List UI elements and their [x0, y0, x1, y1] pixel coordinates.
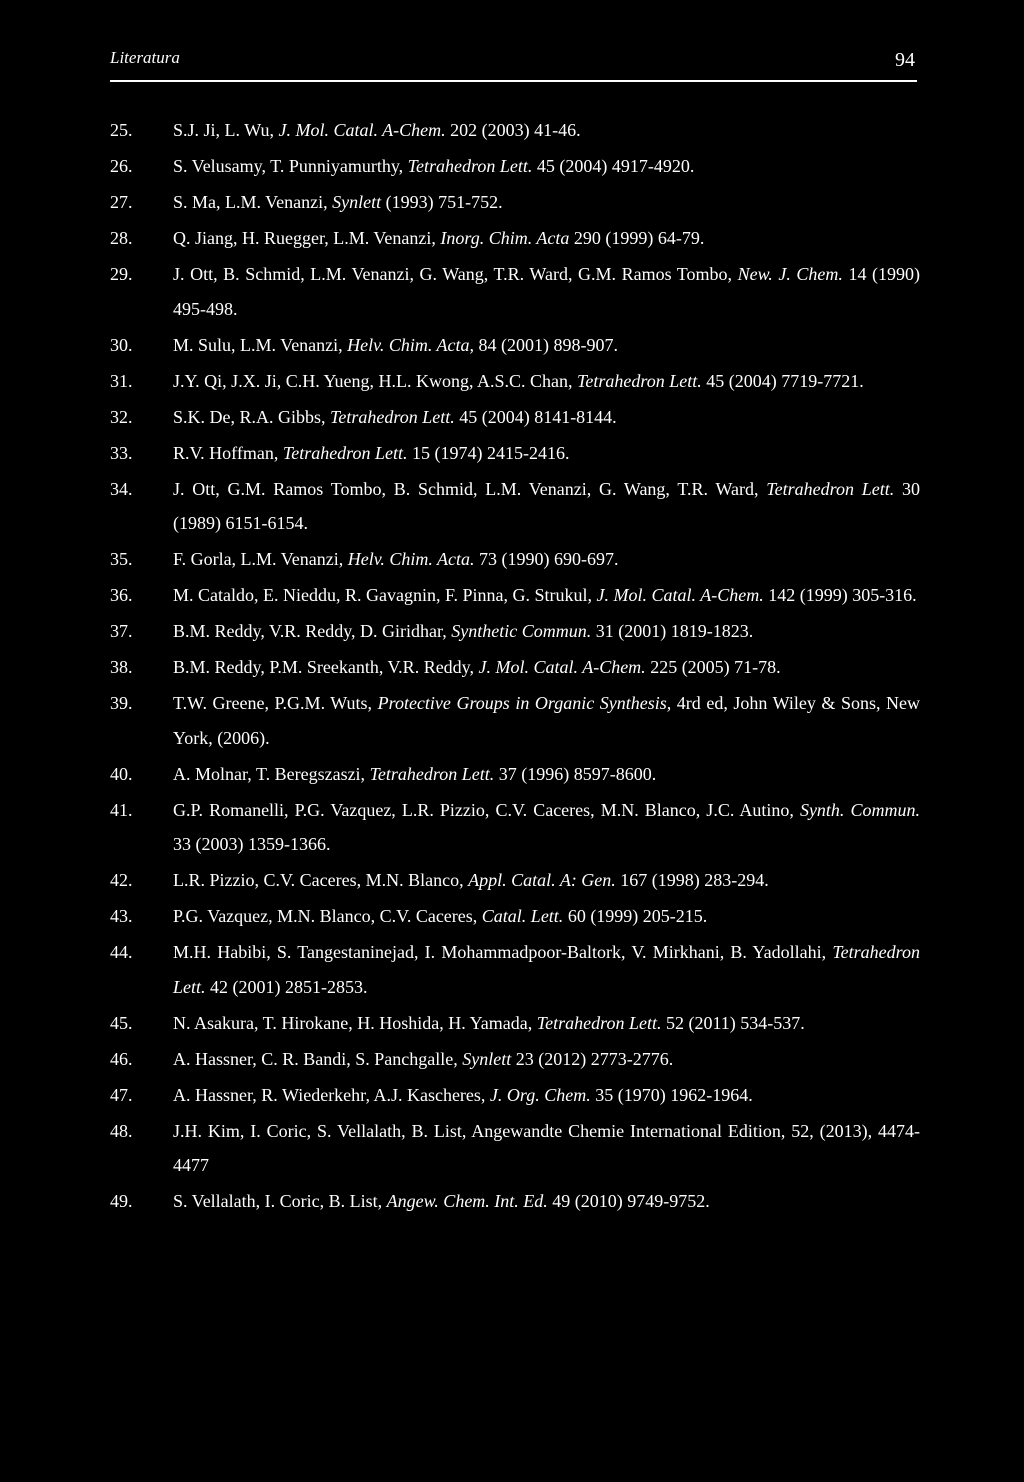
reference-text [173, 192, 503, 212]
reference-item [110, 221, 920, 256]
reference-segment: J.H. Kim, I. Coric, S. Vellalath, B. List, Angewandte Chemie International Edition, 52, (2013), 4474-4477 [173, 1120, 920, 1175]
reference-segment: 73 (1990) 690-697. [474, 549, 619, 569]
reference-number: 49. [110, 1191, 133, 1211]
reference-segment: 37 (1996) 8597-8600. [494, 763, 657, 784]
running-header-title: Literatura [110, 48, 180, 67]
reference-segment: 14 (1990) 495-498. [173, 264, 925, 319]
reference-text [173, 1085, 753, 1105]
reference-journal: Catal. Lett. [481, 906, 564, 926]
reference-item [110, 1078, 920, 1113]
reference-number: 35. [110, 549, 133, 569]
reference-number: 42. [110, 870, 133, 890]
reference-journal: New. J. Chem. [737, 264, 843, 284]
reference-item [110, 542, 920, 577]
reference-segment: 202 (2003) 41-46. [445, 120, 581, 140]
reference-item [110, 1114, 920, 1183]
reference-segment: 33 (2003) 1359-1366. [173, 799, 925, 854]
reference-journal: Tetrahedron Lett. [330, 406, 455, 427]
reference-item [110, 686, 924, 755]
reference-number: 32. [110, 406, 133, 427]
reference-item [110, 757, 920, 792]
reference-segment: J.Y. Qi, J.X. Ji, C.H. Yueng, H.L. Kwong, A.S.C. Chan, [173, 370, 578, 391]
reference-text [173, 443, 570, 463]
reference-segment: A. Hassner, C. R. Bandi, S. Panchgalle, [173, 1048, 463, 1069]
reference-segment: A. Hassner, R. Wiederkehr, A.J. Kascheres, [173, 1084, 490, 1105]
page-number: 94 [895, 49, 915, 71]
reference-number: 34. [110, 478, 133, 499]
reference-segment: M. Cataldo, E. Nieddu, R. Gavagnin, F. Pinna, G. Strukul, [173, 585, 597, 605]
page-header [110, 44, 917, 82]
reference-journal: J. Org. Chem. [489, 1084, 591, 1105]
reference-segment: 60 (1999) 205-215. [563, 906, 708, 926]
reference-journal: Tetrahedron Lett. [577, 370, 702, 391]
reference-text [173, 156, 694, 176]
reference-journal: Helv. Chim. Acta, [347, 334, 474, 355]
reference-journal: J. Mol. Catal. A-Chem. [596, 585, 764, 605]
reference-segment: 45 (2004) 8141-8144. [454, 406, 617, 427]
reference-journal: Appl. Catal. A: Gen. [468, 870, 616, 890]
reference-number: 39. [110, 693, 133, 713]
reference-segment: B.M. Reddy, P.M. Sreekanth, V.R. Reddy, [173, 657, 479, 677]
reference-text [173, 942, 925, 997]
reference-item [110, 113, 920, 148]
reference-text [173, 764, 656, 784]
reference-segment: 142 (1999) 305-316. [763, 585, 917, 605]
reference-segment: (1993) 751-752. [381, 192, 503, 212]
reference-item [110, 793, 925, 862]
reference-number: 41. [110, 799, 133, 820]
reference-text [173, 621, 753, 641]
reference-text [173, 264, 925, 319]
reference-number: 47. [110, 1084, 133, 1105]
reference-number: 28. [110, 228, 133, 248]
reference-text [173, 585, 917, 605]
reference-number: 44. [110, 942, 133, 962]
reference-segment: S. Ma, L.M. Venanzi, [173, 192, 333, 212]
reference-journal: Inorg. Chim. Acta [440, 228, 570, 248]
reference-segment: 290 (1999) 64-79. [569, 228, 705, 248]
reference-segment: 49 (2010) 9749-9752. [547, 1191, 710, 1211]
reference-segment: 84 (2001) 898-907. [473, 334, 618, 355]
reference-number: 30. [110, 334, 133, 355]
reference-text [173, 371, 864, 391]
reference-journal: Synth. Commun. [799, 799, 920, 820]
reference-text [173, 407, 617, 427]
reference-item [110, 650, 920, 685]
reference-number: 38. [110, 657, 133, 677]
reference-segment: 225 (2005) 71-78. [645, 657, 781, 677]
reference-journal: Tetrahedron Lett. [766, 478, 895, 499]
reference-text [173, 120, 581, 140]
reference-number: 37. [110, 621, 133, 641]
reference-list [110, 113, 925, 1220]
reference-journal: Tetrahedron Lett. [369, 763, 495, 784]
reference-segment: G.P. Romanelli, P.G. Vazquez, L.R. Pizzio, C.V. Caceres, M.N. Blanco, J.C. Autino, [173, 799, 800, 820]
reference-journal: Tetrahedron Lett. [282, 442, 408, 463]
reference-number: 40. [110, 763, 133, 784]
reference-number: 36. [110, 585, 133, 605]
reference-text [173, 657, 781, 677]
reference-segment: F. Gorla, L.M. Venanzi, [173, 549, 348, 569]
reference-segment: S. Vellalath, I. Coric, B. List, [173, 1191, 387, 1211]
reference-number: 26. [110, 156, 133, 176]
reference-item [110, 578, 920, 613]
reference-item [110, 1042, 920, 1077]
reference-journal: Synlett [462, 1048, 512, 1069]
reference-journal: Tetrahedron Lett. [536, 1012, 662, 1033]
reference-segment: 4rd ed, John Wiley & Sons, New York, (2006). [173, 693, 924, 748]
reference-segment: M.H. Habibi, S. Tangestaninejad, I. Mohammadpoor-Baltork, V. Mirkhani, B. Yadollahi, [173, 942, 833, 962]
reference-segment: L.R. Pizzio, C.V. Caceres, M.N. Blanco, [173, 870, 469, 890]
reference-item [110, 472, 925, 541]
reference-segment: 42 (2001) 2851-2853. [205, 976, 368, 997]
reference-number: 43. [110, 906, 133, 926]
reference-segment: 30 (1989) 6151-6154. [173, 478, 925, 533]
reference-item [110, 899, 920, 934]
reference-number: 45. [110, 1012, 133, 1033]
reference-text [173, 479, 925, 534]
reference-segment: B.M. Reddy, V.R. Reddy, D. Giridhar, [173, 621, 452, 641]
reference-journal: Synthetic Commun. [451, 621, 592, 641]
reference-number: 33. [110, 442, 133, 463]
reference-item [110, 935, 925, 1004]
reference-segment: 45 (2004) 7719-7721. [701, 370, 864, 391]
reference-text [173, 906, 707, 926]
reference-journal: Helv. Chim. Acta. [347, 549, 475, 569]
reference-text [173, 335, 618, 355]
reference-item [110, 257, 925, 326]
reference-text [173, 549, 619, 569]
reference-segment: P.G. Vazquez, M.N. Blanco, C.V. Caceres, [173, 906, 482, 926]
reference-item [110, 1006, 920, 1041]
reference-number: 25. [110, 120, 133, 140]
reference-number: 29. [110, 264, 133, 284]
reference-segment: S.K. De, R.A. Gibbs, [173, 406, 331, 427]
reference-journal: Angew. Chem. Int. Ed. [386, 1191, 548, 1211]
reference-item [110, 863, 920, 898]
reference-journal: Tetrahedron Lett. [407, 156, 533, 176]
reference-segment: Q. Jiang, H. Ruegger, L.M. Venanzi, [173, 228, 441, 248]
reference-segment: N. Asakura, T. Hirokane, H. Hoshida, H. Yamada, [173, 1012, 537, 1033]
reference-segment: 45 (2004) 4917-4920. [532, 156, 695, 176]
reference-number: 31. [110, 370, 133, 391]
reference-segment: 31 (2001) 1819-1823. [591, 621, 754, 641]
reference-number: 27. [110, 192, 133, 212]
reference-segment: 23 (2012) 2773-2776. [511, 1048, 674, 1069]
reference-item [110, 436, 920, 471]
reference-item [110, 1184, 920, 1219]
reference-text [173, 1121, 920, 1176]
reference-journal: Synlett [332, 192, 382, 212]
reference-text [173, 1049, 673, 1069]
reference-text [173, 800, 925, 855]
reference-text [173, 228, 704, 248]
reference-text [173, 1191, 710, 1211]
reference-item [110, 185, 920, 220]
reference-text [173, 870, 769, 890]
reference-item [110, 400, 920, 435]
reference-text [173, 693, 924, 748]
reference-segment: J. Ott, G.M. Ramos Tombo, B. Schmid, L.M. Venanzi, G. Wang, T.R. Ward, [173, 478, 767, 499]
reference-item [110, 614, 920, 649]
reference-item [110, 364, 920, 399]
reference-journal: Tetrahedron Lett. [173, 942, 925, 997]
reference-segment: A. Molnar, T. Beregszaszi, [173, 763, 370, 784]
reference-segment: 167 (1998) 283-294. [615, 870, 769, 890]
reference-segment: J. Ott, B. Schmid, L.M. Venanzi, G. Wang, T.R. Ward, G.M. Ramos Tombo, [173, 264, 738, 284]
reference-segment: 52 (2011) 534-537. [661, 1012, 805, 1033]
reference-segment: 35 (1970) 1962-1964. [590, 1084, 753, 1105]
reference-segment: T.W. Greene, P.G.M. Wuts, [173, 693, 378, 713]
reference-segment: R.V. Hoffman, [173, 442, 283, 463]
reference-segment: M. Sulu, L.M. Venanzi, [173, 334, 348, 355]
reference-segment: 15 (1974) 2415-2416. [407, 442, 570, 463]
reference-text [173, 1013, 805, 1033]
reference-journal: J. Mol. Catal. A-Chem. [278, 120, 446, 140]
reference-number: 46. [110, 1048, 133, 1069]
reference-journal: J. Mol. Catal. A-Chem. [478, 657, 646, 677]
reference-item [110, 149, 920, 184]
reference-journal: Protective Groups in Organic Synthesis, [377, 693, 672, 713]
reference-segment: S.J. Ji, L. Wu, [173, 120, 279, 140]
reference-number: 48. [110, 1120, 133, 1141]
reference-item [110, 328, 920, 363]
reference-segment: S. Velusamy, T. Punniyamurthy, [173, 156, 408, 176]
